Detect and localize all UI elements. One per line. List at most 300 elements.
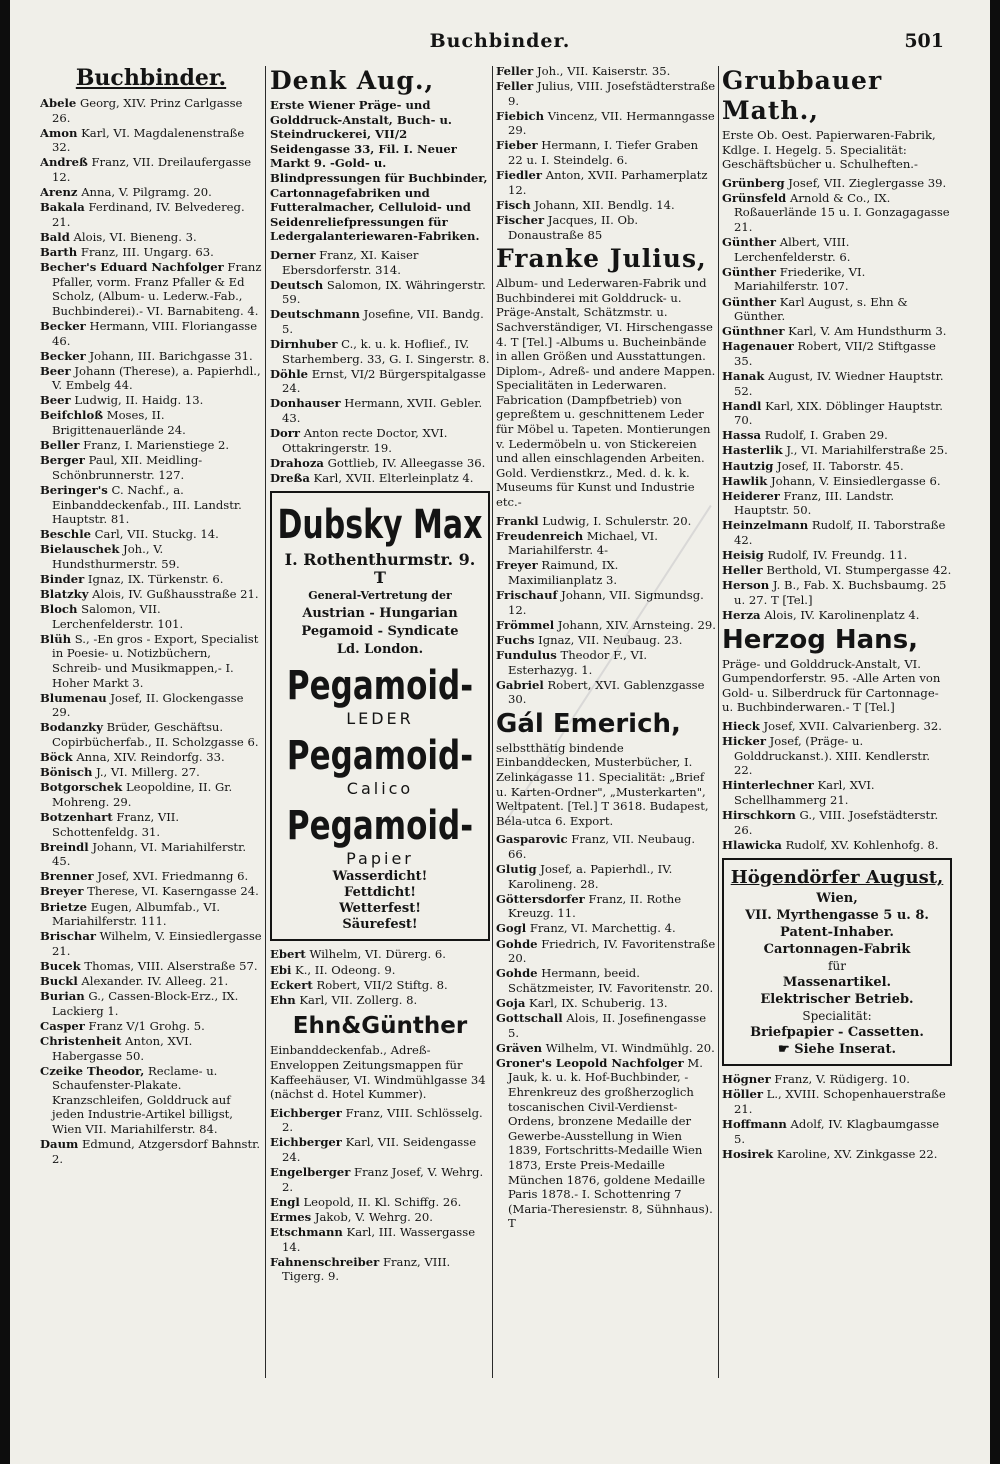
entry-details: Alois, II. Josefinengasse 5. [508, 1011, 707, 1040]
entry-details: Karl, VI. Magdalenenstraße 32. [52, 125, 245, 155]
entry-name: Blumenau [40, 690, 107, 705]
directory-entry [722, 1147, 952, 1162]
entry-name: Beschle [40, 527, 91, 542]
pointing-hand-icon: ☛ [778, 1042, 795, 1058]
directory-entry [40, 245, 262, 260]
entry-details: Franz Josef, V. Wehrg. 2. [282, 1165, 484, 1194]
entry-name: Botgorschek [40, 780, 123, 795]
herzog-ad-text: Präge- und Golddruck-Anstalt, VI. Gumpendorferstr. 95. -Alle Arten von Gold- u. Silberdruck für Cartonnage- u. Buchbinderwaren.- T [Tel.] [722, 656, 941, 715]
directory-entry [40, 884, 262, 899]
entry-name: Fisch [496, 197, 531, 212]
directory-page [10, 0, 990, 1464]
entry-name: Dirnhuber [270, 337, 338, 351]
entry-details: Karl, XVI. Schellhammerg 21. [734, 778, 875, 807]
entry-details: Franz, XI. Kaiser Ebersdorferstr. 314. [282, 247, 419, 277]
entry-details: Therese, VI. Kaserngasse 24. [87, 884, 259, 899]
directory-entry [496, 678, 716, 707]
directory-entry [40, 765, 262, 780]
entry-details: Franz, VIII. Schlösselg. 2. [282, 1105, 483, 1135]
directory-entry [40, 438, 262, 453]
entry-details: Franz, I. Marienstiege 2. [83, 438, 230, 453]
directory-entry [722, 399, 952, 428]
entry-list [40, 96, 262, 1166]
directory-entry [722, 734, 952, 778]
directory-entry [40, 691, 262, 720]
entry-name: Göttersdorfer [496, 891, 585, 906]
directory-entry [496, 514, 716, 529]
entry-details: Robert, VII/2 Stiftg. 8. [316, 977, 448, 992]
pegamoid-headline: Pegamoid- [286, 663, 474, 710]
page-header-title: Buchbinder. [429, 30, 571, 52]
entry-name: Bönisch [40, 765, 93, 780]
directory-entry [270, 471, 490, 486]
directory-entry [40, 126, 262, 155]
directory-entry [496, 966, 716, 995]
directory-entry [40, 1137, 262, 1166]
directory-entry [496, 892, 716, 921]
entry-name: Drahoza [270, 455, 324, 470]
entry-details: Josef, VII. Zieglergasse 39. [788, 175, 947, 190]
entry-name: Beifchloß [40, 408, 104, 423]
directory-entry [722, 578, 952, 607]
directory-entry [40, 572, 262, 587]
entry-name: Beller [40, 438, 80, 453]
directory-entry [722, 265, 952, 294]
entry-details: Paul, XII. Meidling-Schönbrunnerstr. 127. [52, 453, 203, 482]
entry-details: Ernst, VI/2 Bürgerspitalgasse 24. [282, 366, 486, 396]
entry-name: Gohde [496, 966, 538, 981]
entry-name: Becker [40, 348, 86, 363]
entry-details: Karl, V. Am Hundsthurm 3. [788, 324, 947, 339]
entry-name: Abele [40, 96, 77, 110]
directory-entry [496, 648, 716, 677]
directory-entry [496, 213, 716, 242]
entry-details: Johann, V. Einsiedlergasse 6. [770, 473, 941, 488]
directory-entry [270, 1225, 490, 1254]
entry-name: Frankl [496, 513, 539, 528]
entry-details: Hermann, VIII. Floriangasse 46. [52, 318, 258, 348]
directory-entry [270, 307, 490, 336]
entry-name: Herza [722, 608, 761, 622]
entry-name: Ebi [270, 962, 292, 977]
entry-name: Dreßa [270, 470, 310, 485]
entry-details: Albert, VIII. Lerchenfelderstr. 6. [734, 235, 851, 264]
hogendorfer-ad-line: Massenartikel. [782, 975, 892, 991]
entry-name: Breyer [40, 884, 84, 899]
entry-name: Böck [40, 750, 73, 765]
directory-entry [496, 1056, 716, 1231]
ehn-guenther-ad-text: Einbanddeckenfab., Adreß-Enveloppen Zeitungsmappen für Kaffeehäuser, VI. Windmühlgasse 34 (nächst d. Hotel Kummer). [270, 1043, 486, 1102]
hogendorfer-ad-line [728, 1041, 946, 1058]
directory-entry [270, 947, 490, 962]
entry-details: Johann (Therese), a. Papierhdl., V. Embelg 44. [52, 363, 261, 393]
entry-details: M. Jauk, k. u. k. Hof-Buchbinder, -Ehrenkreuz des großherzoglich toscanischen Civil-Verdienst-Ordens, bronzene Medaille der Gewerbe-Ausstellung in Wien 1839, Fortschritts-Medaille Wien 1873, Erste Preis-Medaille München 1876, goldene Medaille Paris 1878.- I. Schottenring 7 (Maria-Theresienstr. 8, Sühnhaus). T [508, 1055, 713, 1231]
pegamoid-headline: Pegamoid- [286, 803, 474, 850]
directory-entry [722, 324, 952, 339]
entry-name: Hinterlechner [722, 778, 814, 793]
column-3 [496, 64, 716, 1384]
entry-name: Barth [40, 244, 78, 259]
directory-entry [496, 109, 716, 138]
entry-details: Franz Pfaller, vorm. Franz Pfaller & Ed Scholz, (Album- u. Lederw.-Fab., Buchbinderei).- VI. Barnabiteng. 4. [52, 260, 262, 318]
entry-name: Botzenhart [40, 810, 113, 824]
entry-name: Hasterlik [722, 443, 783, 458]
entry-name: Burian [40, 989, 85, 1004]
entry-details: G., Cassen-Block-Erz., IX. Lackierg 1. [52, 989, 239, 1018]
entry-details: K., II. Odeong. 9. [295, 962, 396, 977]
entry-name: Glutig [496, 862, 537, 877]
hogendorfer-advertisement [722, 858, 952, 1066]
column-divider [718, 66, 719, 1378]
entry-name: Hirschkorn [722, 808, 796, 823]
entry-details: Arnold & Co., IX. Roßauerlände 15 u. I. Gonzagagasse 21. [734, 190, 950, 235]
entry-name: Binder [40, 572, 85, 586]
directory-entry [496, 633, 716, 648]
directory-entry [270, 1135, 490, 1164]
entry-details: S., -En gros - Export, Specialist in Poesie- u. Notizbüchern, Schreib- und Musikmappen,- I. Hoher Markt 3. [52, 631, 259, 690]
directory-entry [496, 529, 716, 558]
column-4 [722, 64, 952, 1384]
directory-entry [40, 453, 262, 482]
entry-name: Feller [496, 79, 534, 94]
entry-name: Bodanzky [40, 720, 103, 735]
entry-details: Leopold, II. Kl. Schiffg. 26. [303, 1194, 462, 1209]
entry-name: Daum [40, 1137, 79, 1152]
hogendorfer-ad-line: Patent-Inhaber. [780, 925, 894, 941]
denk-ad-text: Erste Wiener Präge- und Golddruck-Anstalt, Buch- u. Steindruckerei, VII/2 Seidengasse 33, Fil. I. Neuer Markt 9. -Gold- u. Blindpressungen für Buchbinder, Cartonnagefabriken und Futteralmacher, Celluloid- und Seidenreliefpressungen für Ledergalanteriewaren-Fabriken. [270, 98, 488, 244]
directory-entry [722, 428, 952, 443]
dubsky-ad-line: General-Vertretung der [308, 589, 452, 603]
entry-name: Fieber [496, 138, 538, 153]
directory-entry [40, 632, 262, 690]
entry-details: Wilhelm, V. Einsiedlergasse 21. [52, 929, 262, 958]
entry-details: Franz, VII. Schottenfeldg. 31. [52, 810, 180, 839]
directory-entry [270, 1195, 490, 1210]
entry-name: Gabriel [496, 677, 544, 692]
entry-name: Bald [40, 229, 70, 244]
entry-name: Andreß [40, 155, 88, 170]
entry-name: Frömmel [496, 617, 555, 632]
directory-entry [40, 1019, 262, 1034]
entry-list [722, 719, 952, 852]
herzog-ad-name: Herzog Hans, [722, 624, 919, 655]
directory-entry [40, 750, 262, 765]
entry-details: Hermann, XVII. Gebler. 43. [282, 396, 483, 425]
directory-entry [40, 483, 262, 527]
entry-details: Adolf, IV. Klagbaumgasse 5. [734, 1117, 940, 1146]
directory-entry [40, 780, 262, 809]
entry-details: Johann, XIV. Arnsteing. 29. [557, 617, 716, 632]
directory-entry [270, 1255, 490, 1284]
entry-details: Franz, VII. Neubaug. 66. [508, 832, 696, 861]
entry-details: J., VI. Millerg. 27. [96, 765, 200, 780]
dubsky-ad-name: Dubsky Max [277, 502, 483, 550]
directory-entry [496, 921, 716, 936]
entry-details: Ignaz, IX. Türkenstr. 6. [87, 572, 224, 586]
entry-name: Grünsfeld [722, 190, 787, 205]
entry-details: Karl, IX. Schuberig. 13. [529, 995, 668, 1010]
directory-entry [722, 719, 952, 734]
entry-details: Joh., VII. Kaiserstr. 35. [536, 64, 671, 78]
entry-name: Beringer's [40, 482, 108, 497]
directory-entry [40, 155, 262, 184]
page-number: 501 [904, 30, 944, 52]
entry-details: Anna, XIV. Reindorfg. 33. [76, 750, 225, 765]
directory-entry [40, 602, 262, 631]
entry-details: Rudolf, XV. Kohlenhofg. 8. [785, 837, 939, 852]
entry-details: Rudolf, II. Taborstraße 42. [734, 518, 946, 548]
entry-details: Franz, V. Rüdigerg. 10. [774, 1072, 910, 1087]
directory-entry [496, 198, 716, 213]
hogendorfer-ad-line: Cartonnagen-Fabrik [763, 942, 911, 958]
ehn-guenther-ad-name: Ehn&Günther [292, 1013, 468, 1040]
directory-entry [722, 778, 952, 807]
entry-details: Friederike, VI. Mariahilferstr. 107. [734, 264, 866, 294]
entry-details: J., VI. Mariahilferstraße 25. [786, 443, 948, 458]
entry-details: Thomas, VIII. Alserstraße 57. [84, 958, 258, 973]
franke-ad-text: Album- und Lederwaren-Fabrik und Buchbinderei mit Golddruck- u. Präge-Anstalt, Schätzmstr. u. Sachverständiger, VI. Hirschengasse 4. T [Tel.] -Albums u. Bucheinbände in allen Größen und Ausstattungen. Diplom-, Adreß- und andere Mappen. Specialitäten in Lederwaren. Fabrication (Dampfbetrieb) von gepreßtem u. geschnittenem Leder für Möbel u. Tapeten. Montierungen v. Ledermöbeln u. von Stickereien und allen einschlagenden Arbeiten. Gold. Verdienstkrz., Med. d. k. k. Museums für Kunst und Industrie etc.- [496, 276, 716, 510]
directory-entry [40, 319, 262, 348]
hogendorfer-ad-see-insert: Siehe Inserat. [794, 1042, 896, 1058]
entry-details: Josef, a. Papierhdl., IV. Karolineng. 28. [508, 862, 673, 891]
pegamoid-subline: LEDER [346, 709, 414, 729]
directory-entry [722, 1072, 952, 1087]
directory-entry [722, 295, 952, 324]
entry-details: Moses, II. Brigittenauerlände 24. [52, 408, 186, 438]
entry-details: Ferdinand, IV. Belvedereg. 21. [52, 200, 245, 229]
column-2 [270, 64, 490, 1384]
entry-name: Hieck [722, 718, 760, 733]
pegamoid-claim: Säurefest! [342, 917, 418, 933]
directory-entry [722, 489, 952, 518]
directory-entry [270, 963, 490, 978]
entry-name: Casper [40, 1018, 85, 1033]
entry-details: Ludwig, II. Haidg. 13. [74, 393, 204, 408]
directory-entry [270, 248, 490, 277]
entry-name: Eckert [270, 977, 313, 992]
directory-entry [40, 974, 262, 989]
directory-entry [40, 900, 262, 929]
entry-name: Eichberger [270, 1135, 342, 1150]
directory-entry [722, 474, 952, 489]
entry-name: Blüh [40, 631, 72, 646]
entry-details: Franz, VIII. Tigerg. 9. [282, 1254, 451, 1284]
entry-details: Julius, VIII. Josefstädterstraße 9. [508, 79, 716, 108]
directory-entry [722, 176, 952, 191]
entry-name: Eichberger [270, 1105, 342, 1120]
directory-entry [722, 548, 952, 563]
entry-details: Franz, III. Ungarg. 63. [80, 244, 214, 259]
directory-entry [722, 1117, 952, 1146]
entry-name: Brenner [40, 869, 94, 884]
entry-name: Hanak [722, 369, 765, 383]
entry-details: Karl, VII. Zollerg. 8. [299, 992, 418, 1007]
entry-name: Döhle [270, 366, 308, 381]
entry-name: Amon [40, 125, 78, 140]
entry-details: C., k. u. k. Hoflief., IV. Starhemberg. 33, G. I. Singerstr. 8. [282, 337, 490, 366]
entry-name: Günther [722, 264, 777, 279]
entry-details: Anton, XVII. Parhamerplatz 12. [508, 168, 708, 197]
entry-details: C. Nachf., a. Einbanddeckenfab., III. Landstr. Hauptstr. 81. [52, 482, 242, 527]
pegamoid-subline: Papier [346, 849, 414, 869]
directory-entry [722, 518, 952, 547]
entry-name: Höller [722, 1087, 763, 1102]
entry-details: Alois, IV. Karolinenplatz 4. [764, 608, 920, 622]
entry-name: Buckl [40, 974, 78, 989]
entry-details: Johann, VII. Sigmundsg. 12. [508, 588, 704, 617]
entry-details: Franz V/1 Grohg. 5. [88, 1018, 205, 1033]
entry-list [496, 64, 716, 242]
entry-name: Fiebich [496, 108, 545, 123]
directory-entry [40, 542, 262, 571]
entry-name: Beer [40, 363, 71, 378]
entry-name: Etschmann [270, 1224, 343, 1239]
column-1 [40, 64, 262, 1384]
entry-details: J. B., Fab. X. Buchsbaumg. 25 u. 27. T [Tel.] [734, 578, 947, 607]
entry-name: Gräven [496, 1040, 543, 1055]
entry-details: L., XVIII. Schopenhauerstraße 21. [734, 1087, 946, 1116]
directory-entry [270, 396, 490, 425]
hogendorfer-ad-line: für [828, 959, 846, 974]
directory-entry [722, 443, 952, 458]
directory-entry [270, 978, 490, 993]
entry-name: Becher's Eduard Nachfolger [40, 260, 224, 275]
directory-entry [40, 393, 262, 408]
entry-name: Grünberg [722, 175, 785, 190]
entry-name: Heller [722, 563, 763, 578]
directory-entry [496, 558, 716, 587]
pegamoid-headline: Pegamoid- [286, 733, 474, 780]
entry-name: Fiedler [496, 168, 543, 183]
dubsky-advertisement [270, 491, 490, 941]
directory-entry [496, 1041, 716, 1056]
entry-details: Gottlieb, IV. Alleegasse 36. [327, 455, 486, 470]
entry-details: Franz, VII. Dreilaufergasse 12. [52, 155, 252, 184]
entry-name: Gohde [496, 936, 538, 951]
entry-name: Gottschall [496, 1011, 563, 1026]
entry-name: Becker [40, 318, 86, 333]
entry-details: Hermann, beeid. Schätzmeister, IV. Favoritenstr. 20. [508, 966, 714, 995]
entry-name: Engl [270, 1194, 300, 1209]
directory-entry [722, 191, 952, 235]
entry-name: Hassa [722, 428, 762, 443]
gal-ad-name: Gál Emerich, [496, 708, 681, 739]
entry-details: Georg, XIV. Prinz Carlgasse 26. [52, 96, 243, 125]
entry-name: Herson [722, 578, 770, 593]
entry-name: Hosirek [722, 1146, 774, 1161]
directory-entry [722, 563, 952, 578]
entry-name: Blatzky [40, 587, 89, 602]
directory-entry [722, 369, 952, 398]
entry-details: Josef, II. Glockengasse 29. [52, 690, 244, 720]
entry-details: G., VIII. Josefstädterstr. 26. [734, 808, 939, 837]
directory-entry [40, 349, 262, 364]
dubsky-ad-line: Pegamoid - Syndicate [301, 624, 459, 640]
entry-details: Josef, (Präge- u. Golddruckanst.). XIII. Kendlerstr. 22. [734, 734, 931, 778]
column-divider [265, 66, 266, 1378]
entry-details: Karl, XIX. Döblinger Hauptstr. 70. [734, 398, 943, 428]
entry-name: Deutsch [270, 277, 324, 292]
directory-entry [270, 456, 490, 471]
hogendorfer-ad-name: Högendörfer August, [730, 867, 944, 889]
entry-name: Christenheit [40, 1033, 122, 1048]
directory-entry [496, 1011, 716, 1040]
entry-details: Hermann, I. Tiefer Graben 22 u. I. Steindelg. 6. [508, 138, 699, 168]
entry-name: Gogl [496, 921, 527, 936]
entry-details: Salomon, IX. Währingerstr. 59. [282, 277, 486, 307]
pegamoid-subline: Calico [346, 779, 414, 799]
entry-details: Josef, XVI. Friedmanng 6. [97, 869, 249, 884]
directory-entry [496, 64, 716, 79]
pegamoid-claim: Wasserdicht! [332, 869, 428, 885]
entry-name: Feller [496, 64, 534, 78]
entry-details: August, IV. Wiedner Hauptstr. 52. [734, 369, 944, 398]
directory-entry [496, 618, 716, 633]
directory-entry [40, 720, 262, 749]
entry-name: Fuchs [496, 632, 535, 647]
entry-details: Leopoldine, II. Gr. Mohreng. 29. [52, 780, 233, 809]
entry-details: Raimund, IX. Maximilianplatz 3. [508, 558, 619, 587]
directory-entry [722, 339, 952, 368]
entry-details: Josef, XVII. Calvarienberg. 32. [763, 718, 942, 733]
entry-details: Karl, III. Wassergasse 14. [282, 1224, 476, 1254]
entry-name: Czeike Theodor, [40, 1063, 145, 1078]
directory-entry [40, 929, 262, 958]
entry-details: Wilhelm, VI. Windmühlg. 20. [545, 1040, 715, 1055]
entry-name: Groner's Leopold Nachfolger [496, 1055, 684, 1070]
entry-details: Edmund, Atzgersdorf Bahnstr. 2. [52, 1137, 261, 1166]
directory-entry [40, 989, 262, 1018]
entry-name: Fischer [496, 212, 545, 227]
directory-entry [40, 810, 262, 839]
entry-name: Hlawicka [722, 837, 782, 852]
entry-name: Breindl [40, 839, 89, 854]
entry-details: Anton, XVI. Habergasse 50. [52, 1033, 193, 1063]
entry-name: Brischar [40, 929, 96, 944]
directory-entry [722, 235, 952, 264]
entry-name: Heinzelmann [722, 518, 809, 533]
entry-name: Hoffmann [722, 1117, 787, 1132]
hogendorfer-ad-line: Specialität: [802, 1009, 872, 1024]
entry-details: Robert, VII/2 Stiftgasse 35. [734, 339, 936, 368]
entry-details: Friedrich, IV. Favoritenstraße 20. [508, 936, 716, 966]
entry-name: Engelberger [270, 1165, 351, 1180]
directory-entry [40, 869, 262, 884]
denk-ad-name: Denk Aug., [270, 66, 435, 95]
entry-details: Alois, IV. Gußhausstraße 21. [92, 587, 259, 602]
entry-name: Freyer [496, 558, 538, 573]
entry-details: Franz, III. Landstr. Hauptstr. 50. [734, 488, 895, 518]
hogendorfer-ad-line: Elektrischer Betrieb. [760, 992, 914, 1008]
directory-entry [722, 459, 952, 474]
entry-details: Eugen, Albumfab., VI. Mariahilferstr. 111. [52, 899, 221, 929]
entry-details: Alexander. IV. Alleeg. 21. [81, 974, 229, 989]
entry-list [270, 947, 490, 1007]
entry-name: Derner [270, 247, 316, 262]
directory-entry [496, 79, 716, 108]
directory-entry [496, 996, 716, 1011]
directory-entry [496, 138, 716, 167]
entry-details: Rudolf, IV. Freundg. 11. [767, 548, 908, 563]
directory-entry [40, 527, 262, 542]
directory-entry [496, 832, 716, 861]
directory-entry [496, 862, 716, 891]
directory-entry [270, 993, 490, 1008]
directory-entry [40, 959, 262, 974]
directory-entry [270, 278, 490, 307]
directory-entry [40, 96, 262, 125]
entry-name: Ermes [270, 1209, 312, 1224]
